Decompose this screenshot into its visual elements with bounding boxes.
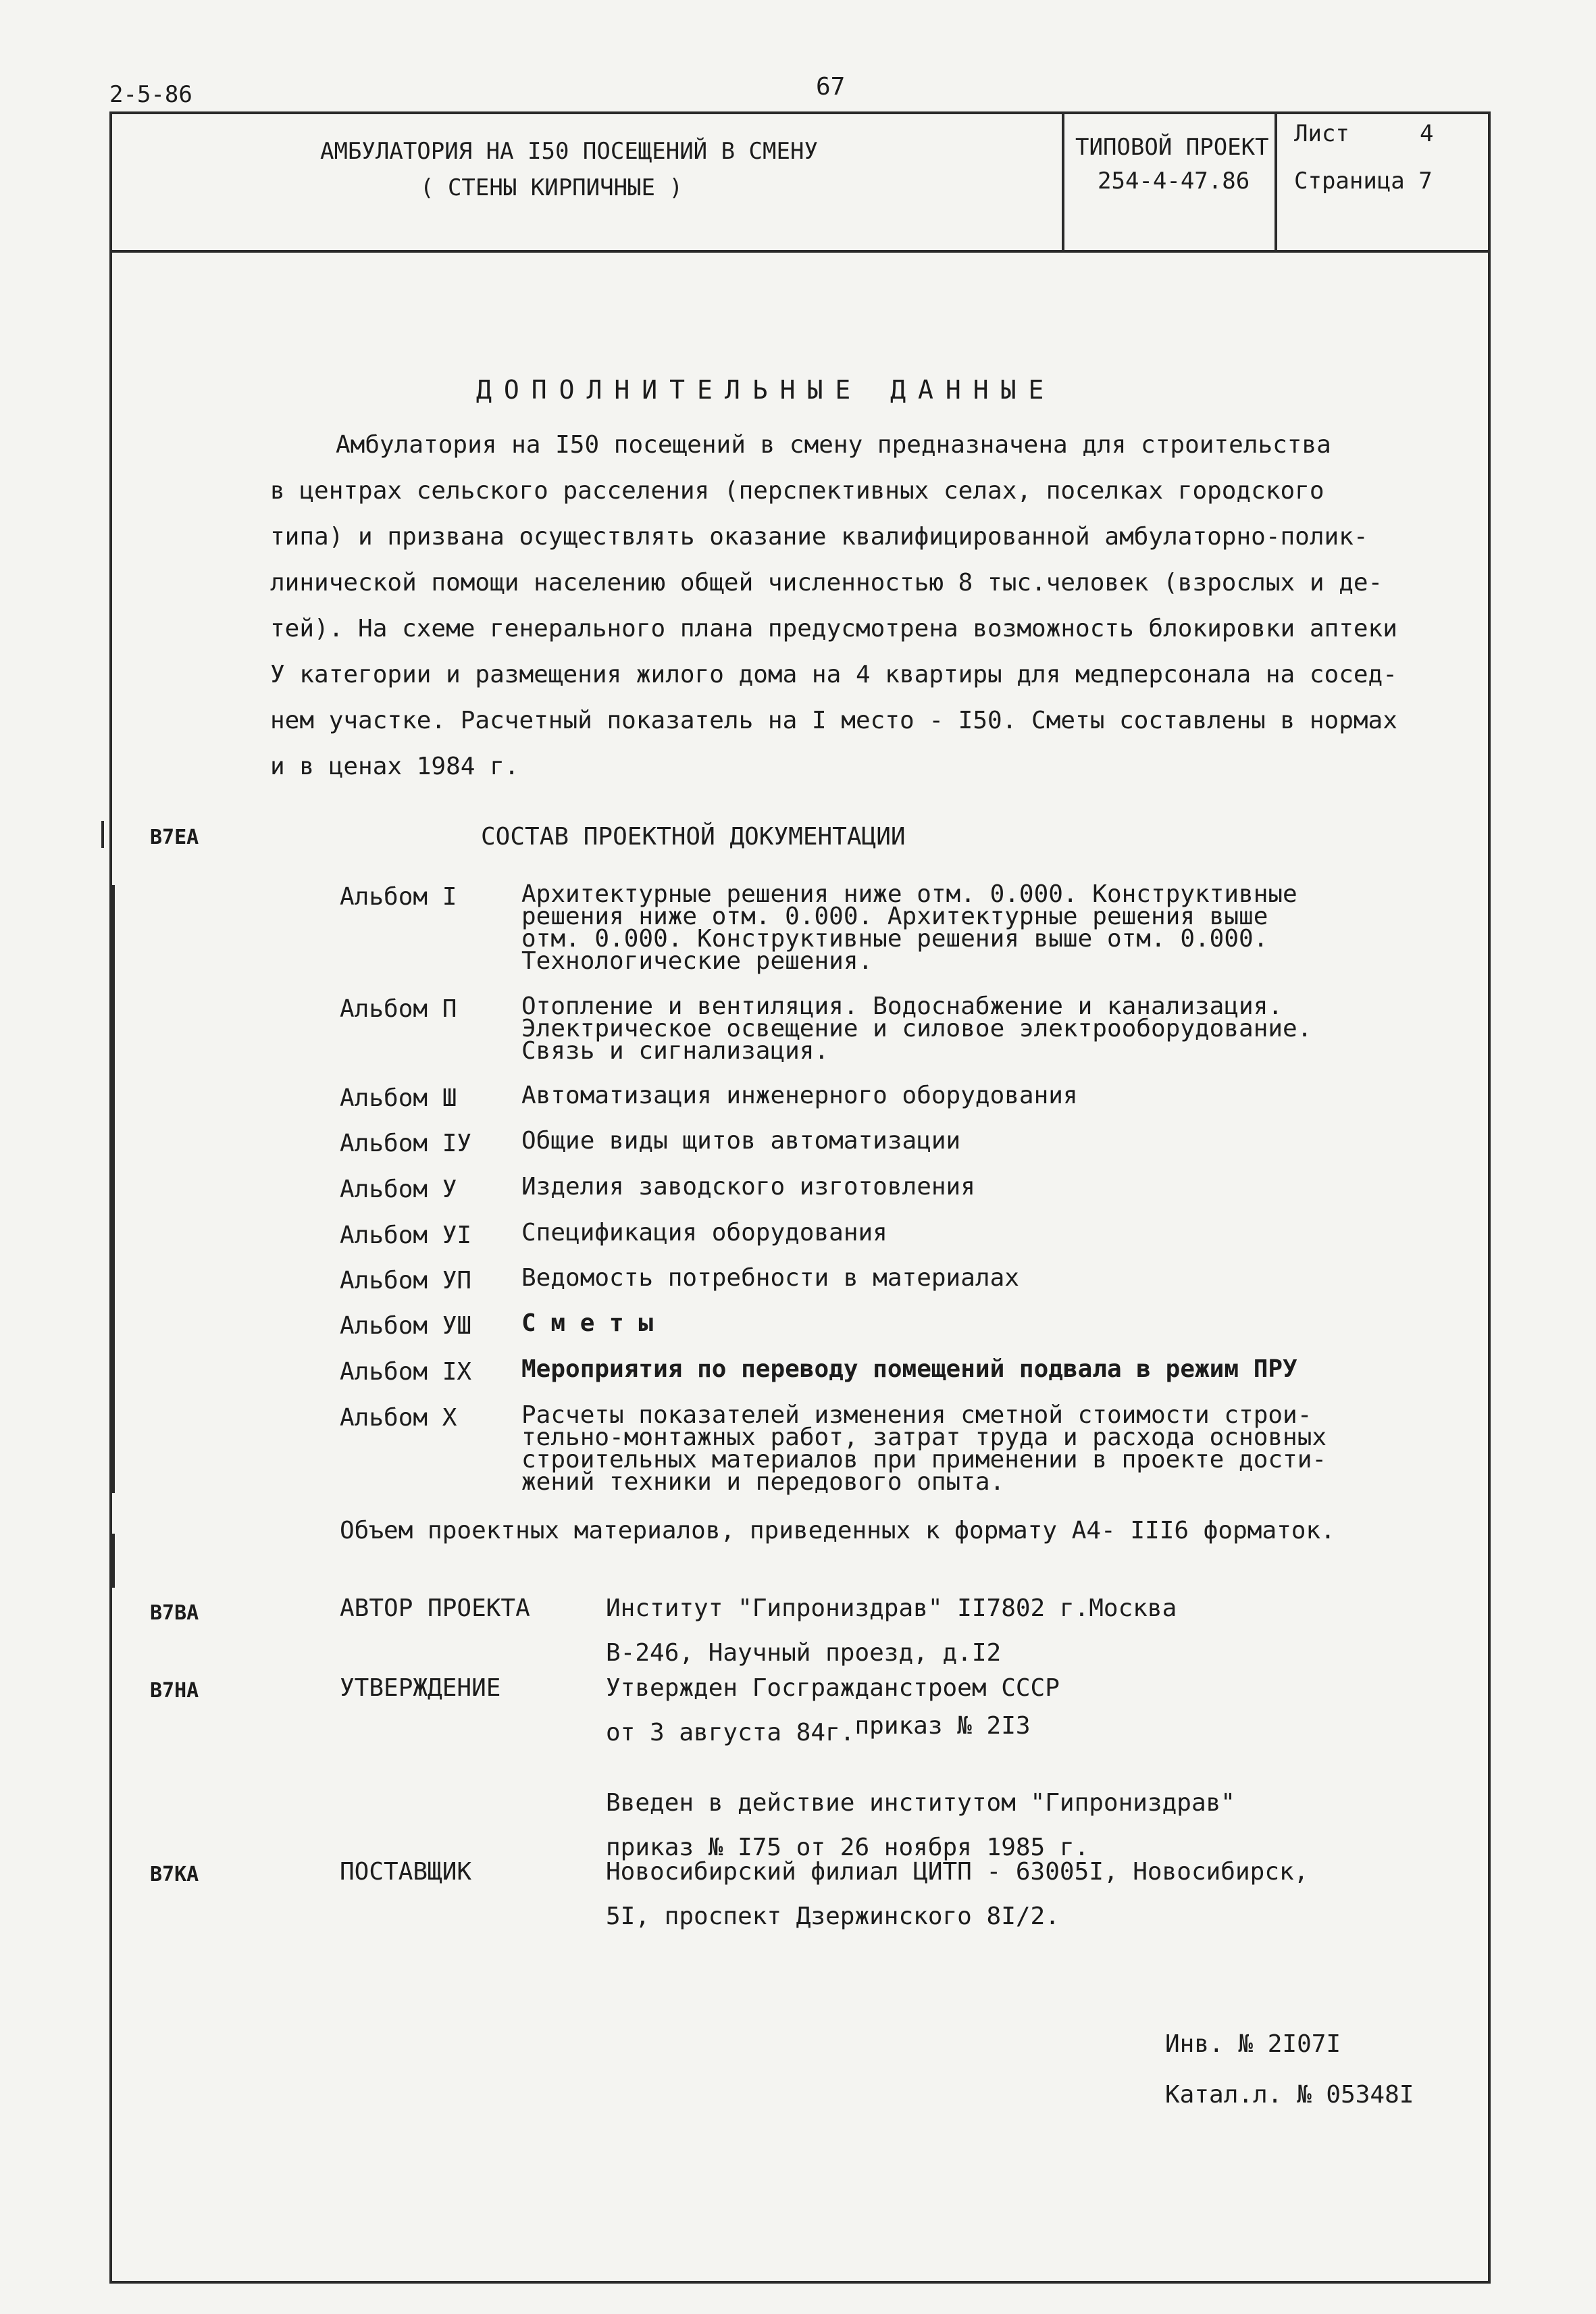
album-description: Автоматизация инженерного оборудования xyxy=(521,1082,1078,1109)
paragraph-line: Амбулатория на I50 посещений в смену предназначена для строительства xyxy=(336,431,1331,459)
author-label: АВТОР ПРОЕКТА xyxy=(340,1594,530,1622)
paragraph-line: нем участке. Расчетный показатель на I место - I50. Сметы составлены в нормах xyxy=(270,707,1397,734)
paragraph-line: У категории и размещения жилого дома на 4 квартиры для медперсонала на сосед- xyxy=(270,661,1397,688)
paragraph-line: в центрах сельского расселения (перспективных селах, поселках городского xyxy=(270,477,1324,505)
inventory-number: Инв. № 2I07I xyxy=(1165,2030,1341,2058)
sheet-label: Лист xyxy=(1294,120,1349,147)
album-description: Архитектурные решения ниже отм. 0.000. Конструктивные решения ниже отм. 0.000. Архитектурные решения выше отм. 0.000. Конструктивные решения выше отм. 0.000. Технологические решения. xyxy=(521,880,1297,975)
album-name: Альбом УП xyxy=(340,1267,472,1294)
project-number: 254-4-47.86 xyxy=(1098,168,1250,195)
album-name: Альбом П xyxy=(340,995,457,1023)
approval-details: Утвержден Госгражданстроем СССР от 3 августа 84г.приказ № 2I3 Введен в действие институтом "Гипрониздрав" приказ № I75 от 26 ноября 1985 г. xyxy=(606,1674,1235,1861)
paragraph-line: линической помощи населению общей численностью 8 тыс.человек (взрослых и де- xyxy=(270,569,1383,597)
margin-mark xyxy=(112,885,115,1493)
album-name: Альбом УШ xyxy=(340,1312,472,1340)
album-description: Ведомость потребности в материалах xyxy=(521,1264,1019,1292)
sheet-number: 4 xyxy=(1420,120,1434,147)
project-label: ТИПОВОЙ ПРОЕКТ xyxy=(1075,134,1269,161)
paragraph-line: и в ценах 1984 г. xyxy=(270,753,519,780)
album-name: Альбом I xyxy=(340,883,457,911)
supplier-details: Новосибирский филиал ЦИТП - 63005I, Новосибирск, 5I, проспект Дзержинского 8I/2. xyxy=(606,1858,1309,1930)
album-name: Альбом IX xyxy=(340,1358,472,1386)
author-code: B7BA xyxy=(150,1601,199,1625)
header-divider xyxy=(1062,111,1064,251)
header-title-line1: АМБУЛАТОРИЯ НА I50 ПОСЕЩЕНИЙ В СМЕНУ xyxy=(320,138,818,165)
approval-label: УТВЕРЖДЕНИЕ xyxy=(340,1674,501,1702)
album-name: Альбом У xyxy=(340,1176,457,1203)
margin-mark xyxy=(112,1534,115,1588)
album-description: Расчеты показателей изменения сметной стоимости строи- тельно-монтажных работ, затрат труда и расхода основных строительных материалов при применении в проекте дости- жений техники и передового опыта. xyxy=(521,1401,1327,1496)
margin-mark xyxy=(101,821,104,848)
approval-code: B7HA xyxy=(150,1679,199,1703)
album-description: Мероприятия по переводу помещений подвала в режим ПРУ xyxy=(521,1355,1297,1383)
album-name: Альбом УI xyxy=(340,1222,472,1249)
album-name: Альбом Ш xyxy=(340,1084,457,1112)
volume-note: Объем проектных материалов, приведенных к формату А4- III6 форматок. xyxy=(340,1517,1335,1544)
supplier-label: ПОСТАВЩИК xyxy=(340,1858,472,1886)
album-description: Общие виды щитов автоматизации xyxy=(521,1127,961,1155)
paragraph-line: типа) и призвана осуществлять оказание квалифицированной амбулаторно-полик- xyxy=(270,523,1368,551)
page-label: Страница 7 xyxy=(1294,168,1433,195)
header-title-line2: ( СТЕНЫ КИРПИЧНЫЕ ) xyxy=(420,174,683,201)
album-description: Отопление и вентиляция. Водоснабжение и канализация. Электрическое освещение и силовое электрооборудование. Связь и сигнализация. xyxy=(521,992,1312,1065)
page-number: 67 xyxy=(816,73,846,101)
header-divider xyxy=(1275,111,1277,251)
catalog-number: Катал.л. № 05348I xyxy=(1165,2081,1414,2109)
header-divider xyxy=(109,250,1491,253)
paragraph-line: тей). На схеме генерального плана предусмотрена возможность блокировки аптеки xyxy=(270,615,1397,643)
supplier-code: B7KA xyxy=(150,1863,199,1886)
author-details: Институт "Гипрониздрав" II7802 г.Москва В-246, Научный проезд, д.I2 xyxy=(606,1594,1177,1667)
album-name: Альбом IУ xyxy=(340,1130,472,1157)
composition-code: B7EA xyxy=(150,826,199,849)
document-code: 2-5-86 xyxy=(109,81,192,108)
album-description: С м е т ы xyxy=(521,1309,654,1337)
section-title: ДОПОЛНИТЕЛЬНЫЕ ДАННЫЕ xyxy=(476,375,1056,405)
album-description: Изделия заводского изготовления xyxy=(521,1173,975,1201)
album-description: Спецификация оборудования xyxy=(521,1219,887,1247)
album-name: Альбом X xyxy=(340,1404,457,1432)
composition-title: СОСТАВ ПРОЕКТНОЙ ДОКУМЕНТАЦИИ xyxy=(481,823,906,851)
